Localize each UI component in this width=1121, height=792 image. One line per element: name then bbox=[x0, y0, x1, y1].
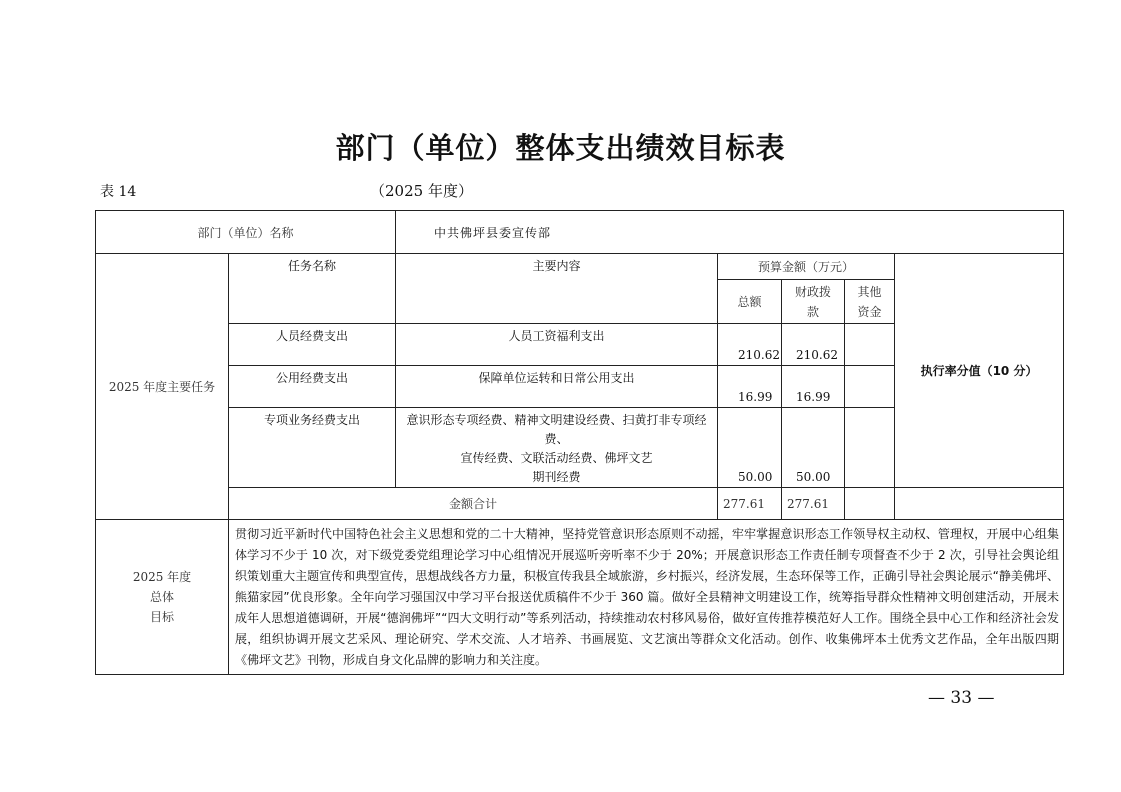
page-number: — 33 — bbox=[928, 688, 995, 708]
task-content-line1: 意识形态专项经费、精神文明建设经费、扫黄打非专项经费、 bbox=[406, 413, 707, 446]
tasks-section-label: 2025 年度主要任务 bbox=[96, 254, 229, 520]
goal-text: 贯彻习近平新时代中国特色社会主义思想和党的二十大精神，坚持党管意识形态原则不动摇，牢牢掌握意识形态工作领导权主动权、管理权，开展中心组集体学习不少于 10 次，对下级党委党组理论学习中心组情况开展巡听旁听率不少于 20%；开展意识形态工作责任制专项督查不少于 2 次，引导社会舆论组织策划重大主题宣传和典型宣传，思想战线各方力量，积极宣传我县全域旅游，乡村振兴，经济发展，生态环保等工作，正确引导社会舆论展示“静美佛坪、熊猫家园”优良形象。全年向学习强国汉中学习平台报送优质稿件不少于 360 篇。做好全县精神文明建设工作，统筹指导群众性精神文明创建活动，开展未成年人思想道德调研，开展“德润佛坪”“四大文明行动”等系列活动，持续推动农村移风易俗，做好宣传推荐模范好人工作。围绕全县中心工作和经济社会发展，组织协调开展文艺采风、理论研究、学术交流、人才培养、书画展览、文艺演出等群众文化活动。创作、收集佛坪本土优秀文艺作品，全年出版四期《佛坪文艺》刊物，形成自身文化品牌的影响力和关注度。 bbox=[229, 520, 1064, 675]
col-task-name: 任务名称 bbox=[229, 254, 396, 324]
col-total: 总额 bbox=[718, 280, 782, 324]
task-content: 保障单位运转和日常公用支出 bbox=[396, 366, 718, 408]
col-budget-amount: 预算金额（万元） bbox=[718, 254, 895, 280]
task-other bbox=[845, 408, 895, 488]
sum-other bbox=[845, 488, 895, 520]
task-total: 210.62 bbox=[718, 324, 782, 366]
task-total: 16.99 bbox=[718, 366, 782, 408]
dept-row bbox=[96, 211, 1064, 254]
task-name: 人员经费支出 bbox=[229, 324, 396, 366]
goal-label-line3: 目标 bbox=[149, 610, 174, 624]
task-content bbox=[396, 408, 718, 488]
task-name: 公用经费支出 bbox=[229, 366, 396, 408]
col-fiscal-line1: 财政拨 bbox=[795, 284, 832, 299]
col-other-line2: 资金 bbox=[857, 304, 882, 319]
dept-value: 中共佛坪县委宣传部 bbox=[396, 211, 1064, 254]
page-title: 部门（单位）整体支出绩效目标表 bbox=[335, 131, 786, 165]
year-label: （2025 年度） bbox=[370, 182, 473, 200]
col-other-line1: 其他 bbox=[857, 284, 882, 299]
sum-label: 金额合计 bbox=[229, 488, 718, 520]
goal-label bbox=[96, 520, 229, 675]
sum-total: 277.61 bbox=[718, 488, 782, 520]
col-other bbox=[845, 280, 895, 324]
task-fiscal: 16.99 bbox=[782, 366, 845, 408]
sum-score bbox=[895, 488, 1064, 520]
task-content: 人员工资福利支出 bbox=[396, 324, 718, 366]
execution-score-label: 执行率分值（10 分） bbox=[895, 254, 1064, 488]
sum-fiscal: 277.61 bbox=[782, 488, 845, 520]
goal-label-line1: 2025 年度 bbox=[132, 570, 192, 584]
task-content-line2: 宣传经费、文联活动经费、佛坪文艺 bbox=[460, 451, 653, 465]
task-name: 专项业务经费支出 bbox=[229, 408, 396, 488]
task-fiscal: 210.62 bbox=[782, 324, 845, 366]
task-other bbox=[845, 366, 895, 408]
col-fiscal-line2: 款 bbox=[807, 304, 820, 319]
col-main-content: 主要内容 bbox=[396, 254, 718, 324]
task-total: 50.00 bbox=[718, 408, 782, 488]
sum-row bbox=[96, 488, 1064, 520]
goal-row bbox=[96, 520, 1064, 675]
task-content-line3: 期刊经费 bbox=[532, 470, 581, 484]
col-fiscal bbox=[782, 280, 845, 324]
performance-table bbox=[95, 210, 1064, 675]
task-other bbox=[845, 324, 895, 366]
goal-label-line2: 总体 bbox=[149, 590, 174, 604]
dept-label: 部门（单位）名称 bbox=[96, 211, 396, 254]
task-header-row bbox=[96, 254, 1064, 280]
task-fiscal: 50.00 bbox=[782, 408, 845, 488]
table-number: 表 14 bbox=[100, 184, 137, 200]
